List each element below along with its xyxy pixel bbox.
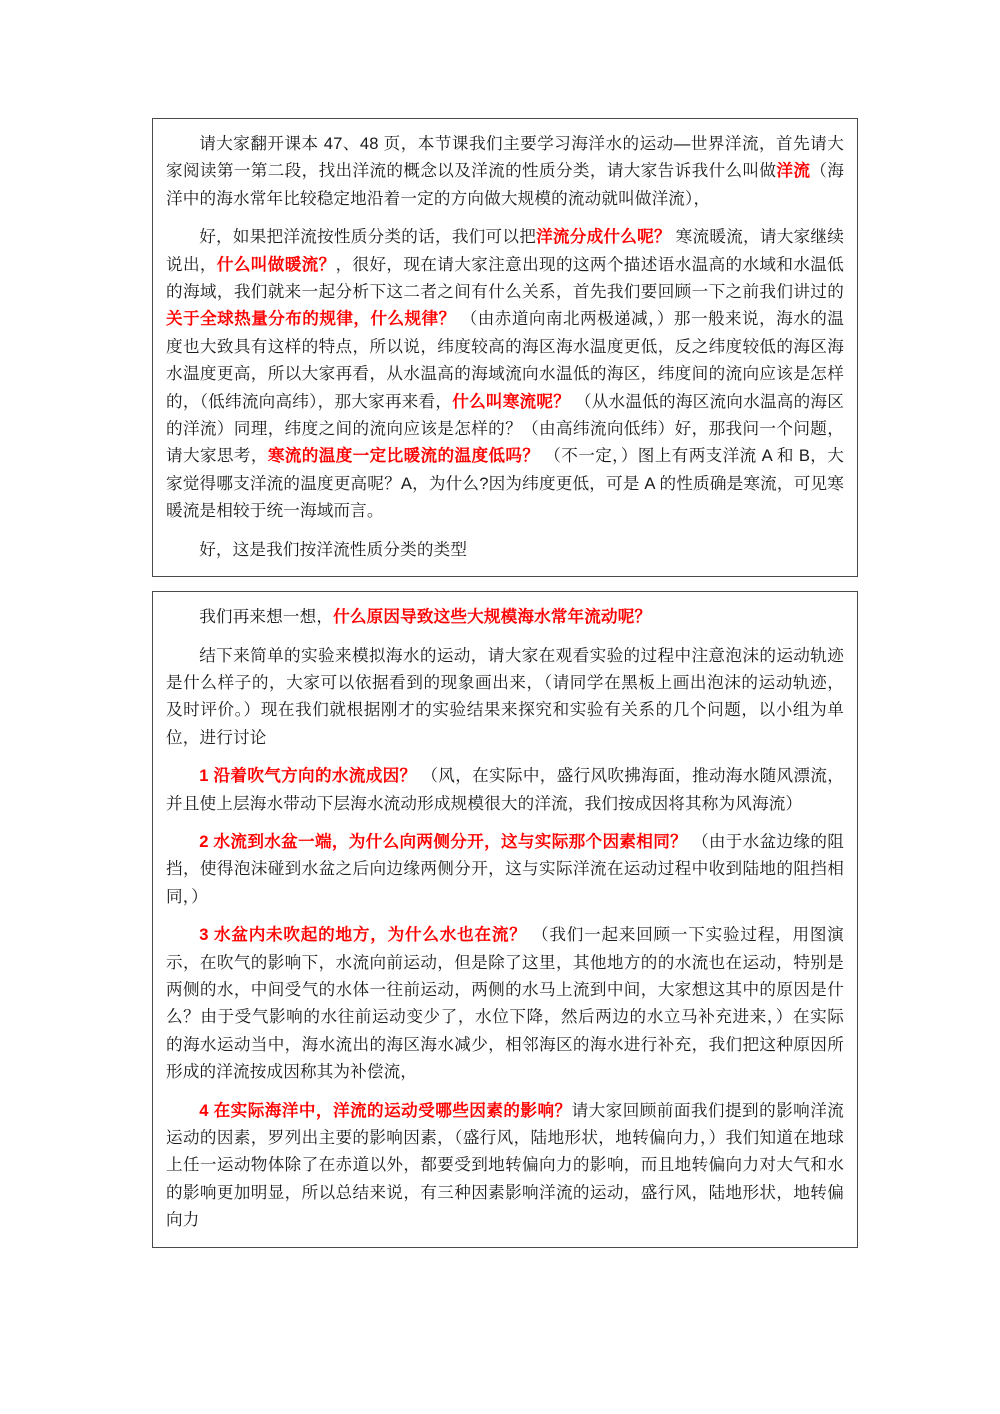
question-global-heat-distribution: 关于全球热量分布的规律，什么规律？ bbox=[166, 309, 456, 329]
question-item-2-prompt: 2 水流到水盆一端，为什么向两侧分开，这与实际那个因素相同？ bbox=[199, 831, 688, 851]
paragraph-intro-text-1: 请大家翻开课本 47、48 页，本节课我们主要学习海洋水的运动—世界洋流，首先请大家阅读第一第二段，找出洋流的概念以及洋流的性质分类，请大家告诉我什么叫做 bbox=[166, 134, 844, 181]
question-item-4-answer: 请大家回顾前面我们提到的影响洋流运动的因素，罗列出主要的影响因素，（盛行风，陆地形状，地转偏向力，）我们知道在地球上任一运动物体除了在赤道以外，都要受到地转偏向力的影响，而且地转偏向力对大气和水的影响更加明显，所以总结来说，有三种因素影响洋流的运动，盛行风，陆地形状，地转偏向力 bbox=[166, 1100, 844, 1230]
paragraph-intro-text-2: （海洋中的海水常年比较稳定地沿着一定的方向做大规模的流动就叫做洋流）， bbox=[166, 161, 844, 208]
keyword-ocean-current: 洋流 bbox=[776, 161, 811, 181]
question-item-4 bbox=[166, 1097, 844, 1234]
paragraph-think-again-text: 我们再来想一想， bbox=[199, 607, 334, 627]
paragraph-classification-text-5: （从水温低的海区流向水温高的海区的洋流）同理，纬度之间的流向应该是怎样的？（由高纬流向低纬）好，那我问一个问题，请大家思考， bbox=[166, 391, 844, 466]
question-what-is-cold-current: 什么叫寒流呢？ bbox=[452, 391, 571, 411]
question-item-3-answer: （我们一起来回顾一下实验过程，用图演示，在吹气的影响下，水流向前运动，但是除了这里，其他地方的的水流也在运动，特别是两侧的水，中间受气的水体一往前运动，两侧的水马上流到中间，大家想这其中的原因是什么？由于受气影响的水往前运动变少了，水位下降，然后两边的水立马补充进来，）在实际的海水运动当中，海水流出的海区海水减少，相邻海区的海水进行补充，我们把这种原因所形成的洋流按成因称其为补偿流， bbox=[166, 925, 844, 1082]
table-cell-1 bbox=[153, 119, 857, 576]
document-body bbox=[152, 118, 858, 1248]
paragraph-classification-text-3: ，很好，现在请大家注意出现的这两个描述语水温高的水域和水温低的海域，我们就来一起分析下这二者之间有什么关系，首先我们要回顾一下之前我们讲过的 bbox=[166, 254, 844, 302]
question-what-is-warm-current: 什么叫做暖流？ bbox=[216, 254, 336, 274]
question-item-3 bbox=[166, 921, 844, 1085]
question-item-1-prompt: 1 沿着吹气方向的水流成因？ bbox=[199, 766, 417, 786]
paragraph-experiment-intro: 结下来简单的实验来模拟海水的运动，请大家在观看实验的过程中注意泡沫的运动轨迹是什么样子的，大家可以依据看到的现象画出来，（请同学在黑板上画出泡沫的运动轨迹，及时评价。）现在我们就根据刚才的实验结果来探究和实验有关系的几个问题，以小组为单位，进行讨论 bbox=[166, 645, 844, 747]
question-item-2-answer: （由于水盆边缘的阻挡，使得泡沫碰到水盆之后向边缘两侧分开，这与实际洋流在运动过程中收到陆地的阻挡相同，） bbox=[166, 831, 844, 906]
paragraph-classification-text-4: （由赤道向南北两极递减，）那一般来说，海水的温度也大致具有这样的特点，所以说，纬度较高的海区海水温度更低，反之纬度较低的海区海水温度更高，所以大家再看，从水温高的海域流向水温低的海区，纬度间的流向应该是怎样的，（低纬流向高纬），那大家再来看， bbox=[166, 309, 844, 411]
paragraph-classification-text-6: （不一定，）图上有两支洋流 A 和 B，大家觉得哪支洋流的温度更高呢？A，为什么?因为纬度更低，可是 A 的性质确是寒流，可见寒暖流是相较于统一海域而言。 bbox=[166, 446, 844, 521]
question-item-2 bbox=[166, 828, 844, 910]
question-item-1-answer: （风，在实际中，盛行风吹拂海面，推动海水随风漂流，并且使上层海水带动下层海水流动形成规模很大的洋流，我们按成因将其称为风海流） bbox=[166, 766, 844, 813]
lesson-table-block-2 bbox=[152, 591, 858, 1248]
question-item-3-prompt: 3 水盆内未吹起的地方，为什么水也在流？ bbox=[199, 925, 527, 945]
paragraph-classification-text-2: 寒流暖流，请大家继续说出， bbox=[166, 227, 845, 274]
question-item-1 bbox=[166, 762, 844, 817]
paragraph-classification bbox=[166, 223, 844, 524]
question-cold-vs-warm-temperature: 寒流的温度一定比暖流的温度低吗？ bbox=[267, 446, 540, 466]
lesson-table-block-1 bbox=[152, 118, 858, 577]
paragraph-think-again bbox=[166, 603, 844, 630]
question-item-4-prompt: 4 在实际海洋中，洋流的运动受哪些因素的影响？ bbox=[199, 1100, 572, 1120]
paragraph-intro bbox=[166, 130, 844, 212]
paragraph-classification-text-1: 好，如果把洋流按性质分类的话，我们可以把 bbox=[199, 227, 537, 247]
paragraph-summary: 好，这是我们按洋流性质分类的类型 bbox=[199, 539, 468, 559]
question-current-types: 洋流分成什么呢？ bbox=[536, 227, 671, 247]
table-cell-2 bbox=[153, 592, 857, 1247]
question-cause-of-large-scale-flow: 什么原因导致这些大规模海水常年流动呢？ bbox=[333, 607, 652, 627]
